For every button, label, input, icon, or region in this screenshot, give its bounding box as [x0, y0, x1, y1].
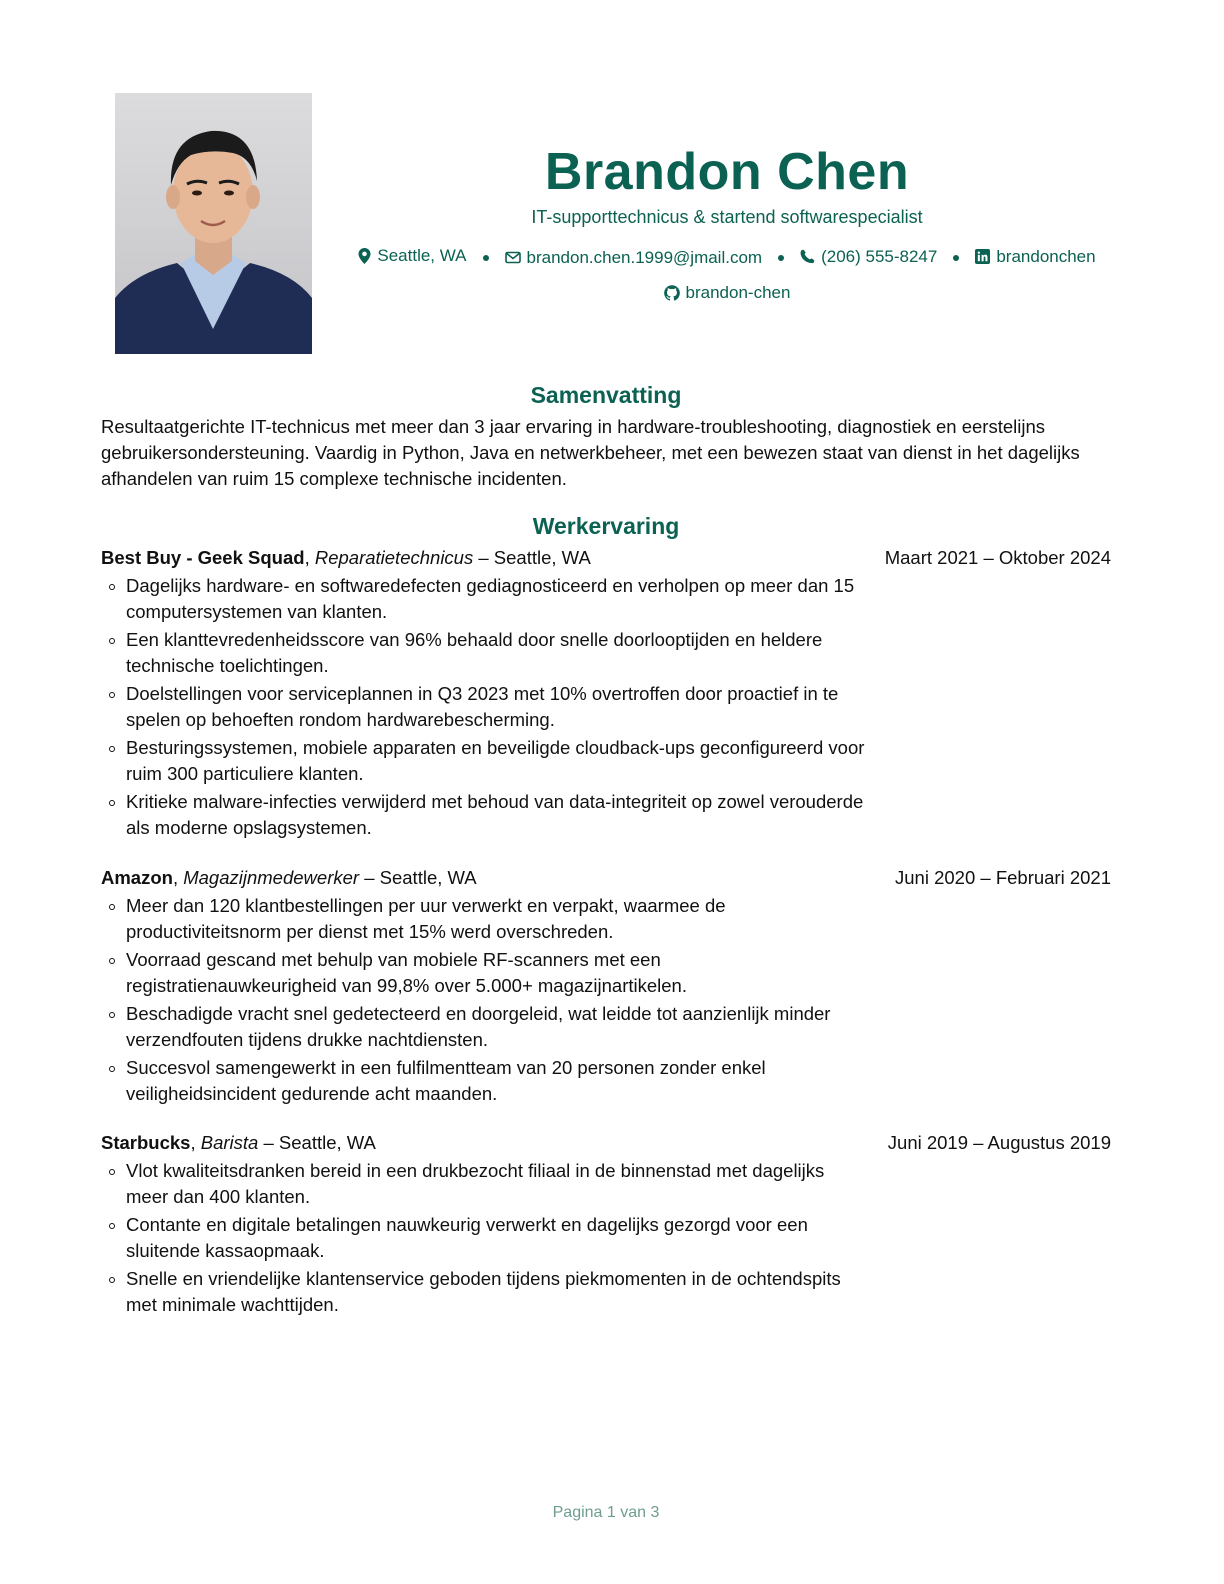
phone-icon	[800, 249, 815, 264]
job-company: Starbucks	[101, 1132, 191, 1153]
contact-location	[358, 239, 466, 273]
location-pin-icon	[358, 248, 371, 264]
section-heading-experience: Werkervaring	[532, 513, 680, 539]
contact-list	[330, 239, 1124, 313]
list-item: Meer dan 120 klantbestellingen per uur verwerkt en verpakt, waarmee de productiviteitsnorm per dienst met 15% werd overschreden.	[101, 893, 871, 945]
list-item: Kritieke malware-infecties verwijderd met behoud van data-integriteit op zowel verouderde als moderne opslagsystemen.	[101, 789, 871, 841]
list-item: Een klanttevredenheidsscore van 96% behaald door snelle doorlooptijden en heldere technische toelichtingen.	[101, 627, 871, 679]
job-company: Best Buy - Geek Squad	[101, 547, 305, 568]
separator-dot	[778, 255, 784, 261]
job-date: Maart 2021 – Oktober 2024	[884, 547, 1111, 568]
github-icon	[664, 285, 680, 301]
resume-header	[330, 140, 1124, 313]
job-header: Amazon, Magazijnmedewerker – Seattle, WA	[101, 867, 477, 888]
linkedin-icon	[975, 249, 990, 264]
job-entry	[101, 1130, 1111, 1320]
list-item: Dagelijks hardware- en softwaredefecten gediagnosticeerd en verholpen op meer dan 15 computersystemen van klanten.	[101, 573, 871, 625]
job-date: Juni 2019 – Augustus 2019	[887, 1132, 1111, 1153]
portrait-illustration	[115, 93, 312, 354]
list-item: Doelstellingen voor serviceplannen in Q3 2023 met 10% overtroffen door proactief in te spelen op behoeften rondom hardwarebescherming.	[101, 681, 871, 733]
contact-email[interactable]	[505, 241, 763, 275]
github-link[interactable]: brandon-chen	[685, 283, 791, 302]
section-heading-summary: Samenvatting	[530, 382, 682, 408]
contact-github[interactable]	[664, 276, 791, 310]
list-item: Contante en digitale betalingen nauwkeurig verwerkt en dagelijks gezorgd voor een sluitende kassaopmaak.	[101, 1212, 871, 1264]
list-item: Succesvol samengewerkt in een fulfilmentteam van 20 personen zonder enkel veiligheidsincident gedurende acht maanden.	[101, 1055, 871, 1107]
contact-phone[interactable]	[800, 240, 937, 274]
job-role: Magazijnmedewerker	[183, 867, 360, 888]
list-item: Beschadigde vracht snel gedetecteerd en doorgeleid, wat leidde tot aanzienlijk minder verzendfouten tijdens drukke nachtdiensten.	[101, 1001, 871, 1053]
location-text: Seattle, WA	[377, 246, 467, 265]
list-item: Besturingssystemen, mobiele apparaten en beveiligde cloudback-ups geconfigureerd voor ruim 300 particuliere klanten.	[101, 735, 871, 787]
list-item: Vlot kwaliteitsdranken bereid in een drukbezocht filiaal in de binnenstad met dagelijks meer dan 400 klanten.	[101, 1158, 871, 1210]
job-bullets	[101, 1158, 871, 1318]
job-role: Reparatietechnicus	[314, 547, 474, 568]
job-location: Seattle, WA	[379, 867, 477, 888]
separator-dot	[953, 255, 959, 261]
separator-dot	[483, 255, 489, 261]
job-bullets	[101, 893, 871, 1107]
contact-linkedin[interactable]	[975, 240, 1095, 274]
job-date: Juni 2020 – Februari 2021	[895, 867, 1111, 888]
job-company: Amazon	[101, 867, 173, 888]
email-link[interactable]: brandon.chen.1999@jmail.com	[526, 247, 763, 267]
job-role: Barista	[200, 1132, 259, 1153]
linkedin-link[interactable]: brandonchen	[996, 246, 1096, 266]
job-header: Starbucks, Barista – Seattle, WA	[101, 1132, 376, 1153]
list-item: Voorraad gescand met behulp van mobiele RF-scanners met een registratienauwkeurigheid van 99,8% over 5.000+ magazijnartikelen.	[101, 947, 871, 999]
page-number: Pagina 1 van 3	[552, 1504, 660, 1521]
job-entry	[101, 545, 1111, 843]
job-bullets	[101, 573, 871, 841]
summary-text: Resultaatgerichte IT-technicus met meer dan 3 jaar ervaring in hardware-troubleshooting, diagnostiek en eerstelijns gebruikersondersteuning. Vaardig in Python, Java en netwerkbeheer, met een bewezen staat van dienst in het dagelijks afhandelen van ruim 15 complexe technische incidenten.	[101, 416, 1080, 489]
envelope-icon	[505, 251, 521, 264]
job-entry	[101, 865, 1111, 1109]
job-location: Seattle, WA	[493, 547, 591, 568]
list-item: Snelle en vriendelijke klantenservice geboden tijdens piekmomenten in de ochtendspits met minimale wachttijden.	[101, 1266, 871, 1318]
job-location: Seattle, WA	[278, 1132, 376, 1153]
candidate-name: Brandon Chen	[544, 143, 910, 201]
profile-photo	[115, 93, 312, 354]
job-title: IT-supporttechnicus & startend softwarespecialist	[531, 207, 923, 227]
phone-text[interactable]: (206) 555-8247	[821, 246, 938, 266]
job-header: Best Buy - Geek Squad, Reparatietechnicus – Seattle, WA	[101, 547, 591, 568]
